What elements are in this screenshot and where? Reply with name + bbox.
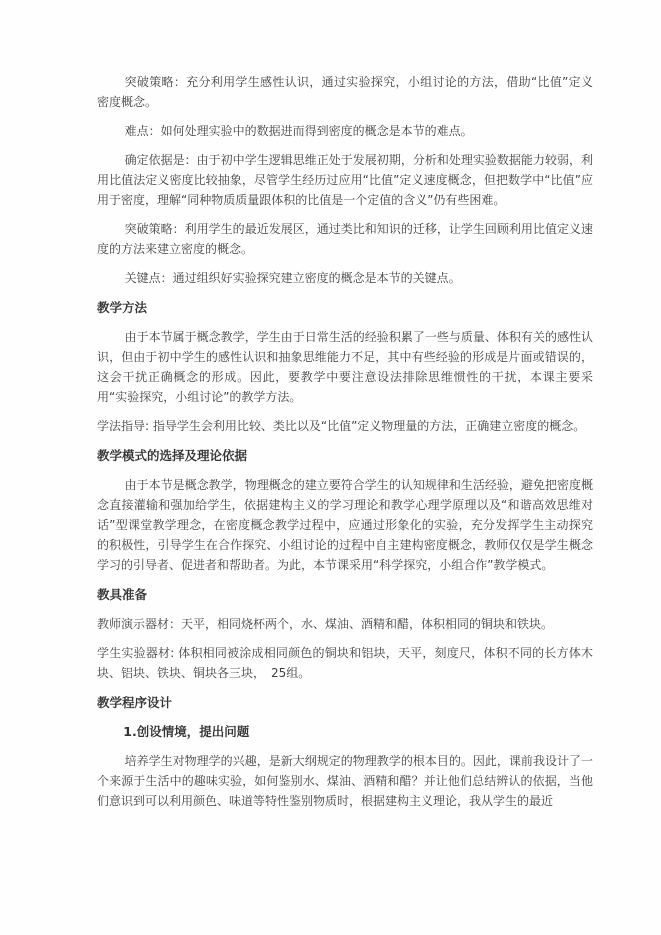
paragraph-interest-cultivation: 培养学生对物理学的兴趣，是新大纲规定的物理教学的根本目的。因此，课前我设计了一个来源于生活中的趣味实验，如何鉴别水、煤油、酒精和醋？并让他们总结辨认的依据，当他们意识到可以利用颜色、味道等特性鉴别物质时，根据建构主义理论，我从学生的最近 <box>97 754 593 808</box>
paragraph-student-experiment-materials: 学生实验器材: 体积相同被涂成相同颜色的铜块和铝块，天平，刻度尺，体积不同的长方体木块、铝块、铁块、铜块各三块， 25组。 <box>97 646 593 680</box>
paragraph-determination-basis: 确定依据是：由于初中学生逻辑思维正处于发展初期，分析和处理实验数据能力较弱，利用比值法定义密度比较抽象，尽管学生经历过应用“比值”定义速度概念，但把数学中“比值”应用于密度，理解“同种物质质量跟体积的比值是一个定值的含义”仍有些困难。 <box>97 153 593 207</box>
heading-teaching-mode-selection: 教学模式的选择及理论依据 <box>97 448 248 463</box>
heading-teaching-method: 教学方法 <box>97 300 148 315</box>
paragraph-learning-guidance: 学法指导: 指导学生会利用比较、类比以及“比值”定义物理量的方法，正确建立密度的概念。 <box>97 419 586 433</box>
paragraph-breakthrough-strategy-1: 突破策略：充分利用学生感性认识，通过实验探究，小组讨论的方法，借助“比值”定义密度概念。 <box>97 75 593 109</box>
paragraph-breakthrough-strategy-2: 突破策略：利用学生的最近发展区，通过类比和知识的迁移，让学生回顾利用比值定义速度的方法来建立密度的概念。 <box>97 222 593 256</box>
document-content <box>97 72 593 820</box>
heading-teaching-aids: 教具准备 <box>97 587 148 602</box>
heading-teaching-procedure-design: 教学程序设计 <box>97 695 173 710</box>
paragraph-teaching-mode-body: 由于本节是概念教学，物理概念的建立要符合学生的认知规律和生活经验，避免把密度概念直接灌输和强加给学生，依据建构主义的学习理论和教学心理学原理以及“和谐高效思维对话”型课堂教学理念，在密度概念教学过程中，应通过形象化的实验，充分发挥学生主动探究的积极性，引导学生在合作探究、小组讨论的过程中自主建构密度概念，教师仅仅是学生概念学习的引导者、促进者和帮助者。为此，本节课采用“科学探究，小组合作”教学模式。 <box>97 478 593 572</box>
paragraph-difficulty: 难点：如何处理实验中的数据进而得到密度的概念是本节的难点。 <box>124 124 473 138</box>
paragraph-teacher-demo-materials: 教师演示器材：天平，相同烧杯两个，水、煤油、酒精和醋，体积相同的铜块和铁块。 <box>97 617 554 631</box>
paragraph-teaching-method-body: 由于本节属于概念教学，学生由于日常生活的经验积累了一些与质量、体积有关的感性认识，但由于初中学生的感性认识和抽象思维能力不足，其中有些经验的形成是片面或错误的，这会干扰正确概念的形成。因此，要教学中要注意设法排除思维惯性的干扰，本课主要采用“实验探究，小组讨论”的教学方法。 <box>97 330 593 404</box>
subheading-create-situation-raise-question: 1.创设情境，提出问题 <box>123 724 250 739</box>
paragraph-key-point: 关键点：通过组织好实验探究建立密度的概念是本节的关键点。 <box>124 271 461 285</box>
